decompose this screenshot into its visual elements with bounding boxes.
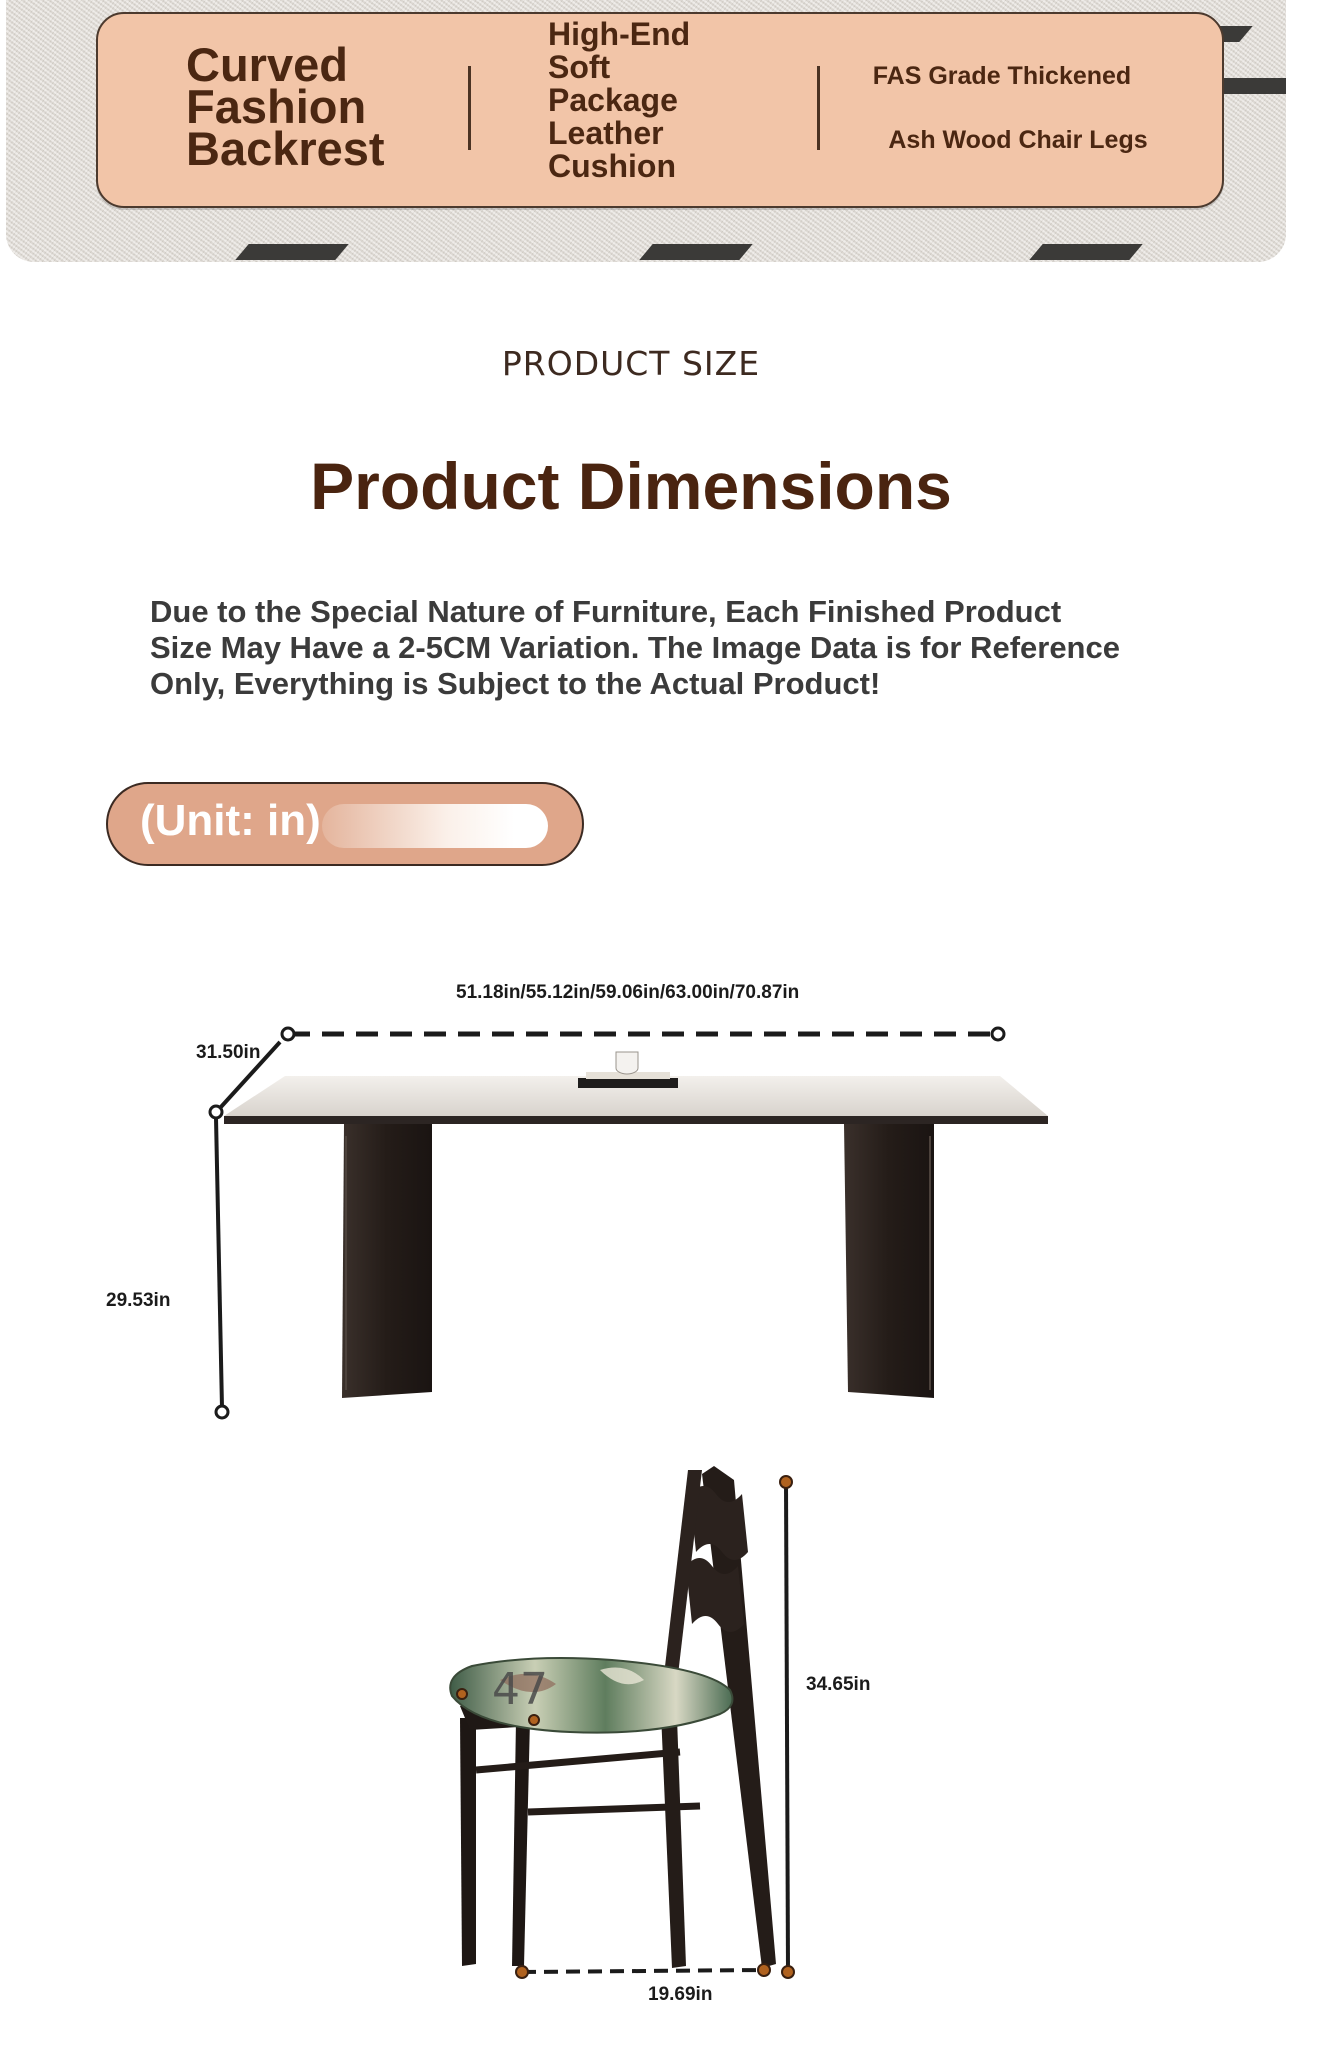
chair-width-line bbox=[522, 1970, 764, 1972]
table-illustration bbox=[224, 1052, 1048, 1398]
cup-icon bbox=[616, 1052, 638, 1074]
table-leg-right bbox=[844, 1124, 934, 1398]
chair-height-label: 34.65in bbox=[806, 1674, 871, 1695]
table-length-label: 51.18in/55.12in/59.06in/63.00in/70.87in bbox=[456, 982, 800, 1003]
feature-backrest: Curved Fashion Backrest bbox=[186, 38, 385, 175]
height-line bbox=[216, 1118, 222, 1408]
page-title: Product Dimensions bbox=[310, 449, 952, 523]
section-label: PRODUCT SIZE bbox=[501, 344, 761, 383]
chair-back-leg bbox=[660, 1690, 686, 1968]
chair-height-line bbox=[786, 1482, 788, 1972]
chair-width-label: 19.69in bbox=[648, 1984, 713, 2005]
chair-illustration bbox=[450, 1466, 776, 1968]
chair-front-leg bbox=[512, 1720, 530, 1966]
feature-cushion: High-End Soft Package Leather Cushion bbox=[548, 16, 691, 184]
table-top-edge bbox=[224, 1116, 1048, 1124]
height-dot bbox=[216, 1406, 228, 1418]
chair-width-dot bbox=[516, 1966, 528, 1978]
length-start-dot bbox=[282, 1028, 294, 1040]
feature-legs-line2: Ash Wood Chair Legs bbox=[888, 126, 1148, 154]
seat-corner-dot bbox=[457, 1689, 467, 1699]
book-icon bbox=[578, 1078, 678, 1088]
chair-width-dot bbox=[758, 1964, 770, 1976]
variation-note: Due to the Special Nature of Furniture, Each Finished Product Size May Have a 2-5CM Variation. The Image Data is for Reference Only, Everything is Subject to the Actual Product! bbox=[150, 594, 1120, 701]
chair-height-dot bbox=[782, 1966, 794, 1978]
length-end-dot bbox=[992, 1028, 1004, 1040]
chair-height-dot bbox=[780, 1476, 792, 1488]
seat-mark: 47 bbox=[492, 1664, 548, 1715]
table-leg-left bbox=[342, 1124, 432, 1398]
unit-label: (Unit: in) bbox=[140, 796, 321, 845]
table-height-label: 29.53in bbox=[106, 1290, 171, 1311]
chair-front-leg bbox=[460, 1718, 476, 1966]
seat-corner-dot bbox=[529, 1715, 539, 1725]
table-width-label: 31.50in bbox=[196, 1042, 261, 1063]
feature-legs-line1: FAS Grade Thickened bbox=[872, 62, 1132, 90]
width-dot bbox=[210, 1106, 222, 1118]
